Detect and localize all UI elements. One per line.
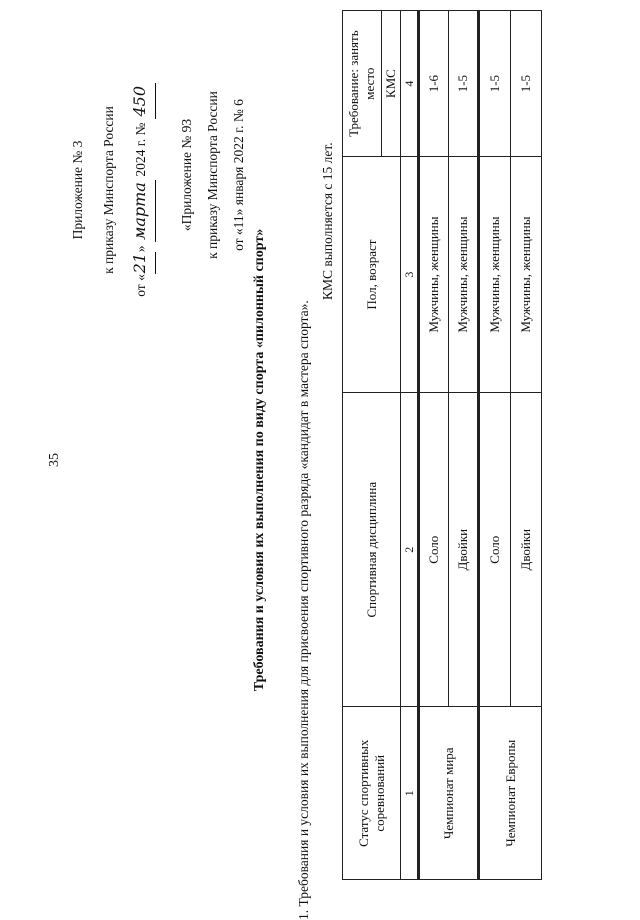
gender-age-cell: Мужчины, женщины — [449, 157, 479, 393]
date-number: 450 — [124, 83, 156, 119]
appendix-header — [62, 20, 155, 360]
column-number: 3 — [401, 157, 419, 393]
date-prefix: от « — [133, 274, 148, 297]
place-cell: 1-5 — [479, 11, 511, 157]
header-status: Статус спортивных соревнований — [343, 707, 401, 880]
gender-age-cell: Мужчины, женщины — [511, 157, 542, 393]
previous-appendix-title: «Приложение № 93 — [179, 118, 194, 232]
column-number: 4 — [401, 11, 419, 157]
discipline-cell: Соло — [479, 392, 511, 707]
status-cell: Чемпионат мира — [419, 707, 479, 880]
document-title: Требования и условия их выполнения по виду спорта «пилонный спорт» — [252, 228, 267, 692]
place-cell: 1-5 — [449, 11, 479, 157]
appendix-date-line — [124, 20, 155, 360]
appendix-order-line: к приказу Минспорта России — [101, 106, 116, 274]
header-requirement-kms: КМС — [382, 11, 401, 157]
table-header-row — [343, 11, 382, 880]
table-row — [479, 11, 511, 880]
page-number: 35 — [47, 453, 62, 467]
header-discipline: Спортивная дисциплина — [343, 392, 401, 707]
column-numbers-row — [401, 11, 419, 880]
place-cell: 1-5 — [511, 11, 542, 157]
previous-appendix-date: от «11» января 2022 г. № 6 — [231, 99, 246, 251]
date-year: 2024 г. № — [133, 122, 148, 177]
header-gender-age: Пол, возраст — [343, 157, 401, 393]
date-day: 21 — [124, 252, 156, 274]
previous-appendix — [174, 30, 252, 320]
date-mid: » — [133, 245, 148, 253]
section-title: 1. Требования и условия их выполнения для присвоения спортивного разряда «кандидат в мастера спорта». — [296, 300, 311, 920]
age-note: КМС выполняется с 15 лет. — [320, 142, 335, 300]
gender-age-cell: Мужчины, женщины — [479, 157, 511, 393]
status-cell: Чемпионат Европы — [479, 707, 542, 880]
table-row — [419, 11, 449, 880]
place-cell: 1-6 — [419, 11, 449, 157]
discipline-cell: Двойки — [511, 392, 542, 707]
discipline-cell: Соло — [419, 392, 449, 707]
requirements-table — [342, 10, 542, 880]
previous-appendix-order: к приказу Минспорта России — [205, 91, 220, 259]
gender-age-cell: Мужчины, женщины — [419, 157, 449, 393]
date-month: марта — [124, 180, 156, 242]
column-number: 2 — [401, 392, 419, 707]
appendix-title: Приложение № 3 — [70, 140, 85, 240]
discipline-cell: Двойки — [449, 392, 479, 707]
header-requirement: Требование: занять место — [343, 11, 382, 157]
column-number: 1 — [401, 707, 419, 880]
